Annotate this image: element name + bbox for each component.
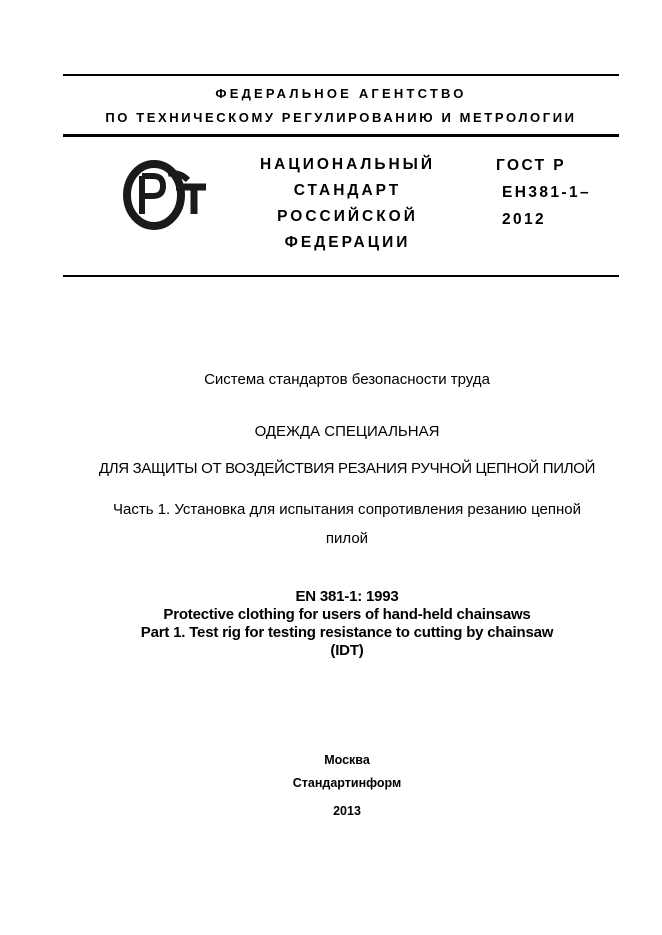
header-rule [63,134,619,137]
part-title-line-1: Часть 1. Установка для испытания сопротивления резанию цепной [113,501,581,518]
standard-title [245,152,450,256]
gost-r-logo-icon [122,160,208,230]
imprint-city: Москва [324,753,370,767]
standard-code-line: 2012 [502,211,547,228]
standard-title-line: РОССИЙСКОЙ [277,208,418,225]
standard-title-line: СТАНДАРТ [293,182,402,199]
en-reference: EN 381-1: 1993 [295,588,399,605]
part-title-line-2: пилой [325,530,369,547]
agency-line-1: ФЕДЕРАЛЬНОЕ АГЕНТСТВО [215,86,467,101]
document-subject: ДЛЯ ЗАЩИТЫ ОТ ВОЗДЕЙСТВИЯ РЕЗАНИЯ РУЧНОЙ ЦЕПНОЙ ПИЛОЙ [98,460,596,477]
standard-code-line: ЕН381-1– [502,184,591,201]
top-rule [63,74,619,76]
standard-code [496,152,591,233]
standard-title-line: ФЕДЕРАЦИИ [284,234,411,251]
logo-letters [142,176,163,214]
en-title-line-1: Protective clothing for users of hand-held chainsaws [163,606,531,623]
standard-code-line: ГОСТ Р [496,157,566,174]
system-title: Система стандартов безопасности труда [204,371,490,388]
imprint-publisher: Стандартинформ [292,776,402,790]
en-title-line-2: Part 1. Test rig for testing resistance to cutting by chainsaw [140,624,554,641]
standard-title-line: НАЦИОНАЛЬНЫЙ [259,156,435,173]
document-name: ОДЕЖДА СПЕЦИАЛЬНАЯ [254,423,440,440]
imprint-year: 2013 [333,804,361,818]
bottom-header-rule [63,275,619,277]
en-title-line-3: (IDT) [330,642,364,659]
agency-line-2: ПО ТЕХНИЧЕСКОМУ РЕГУЛИРОВАНИЮ И МЕТРОЛОГИИ [105,110,577,125]
